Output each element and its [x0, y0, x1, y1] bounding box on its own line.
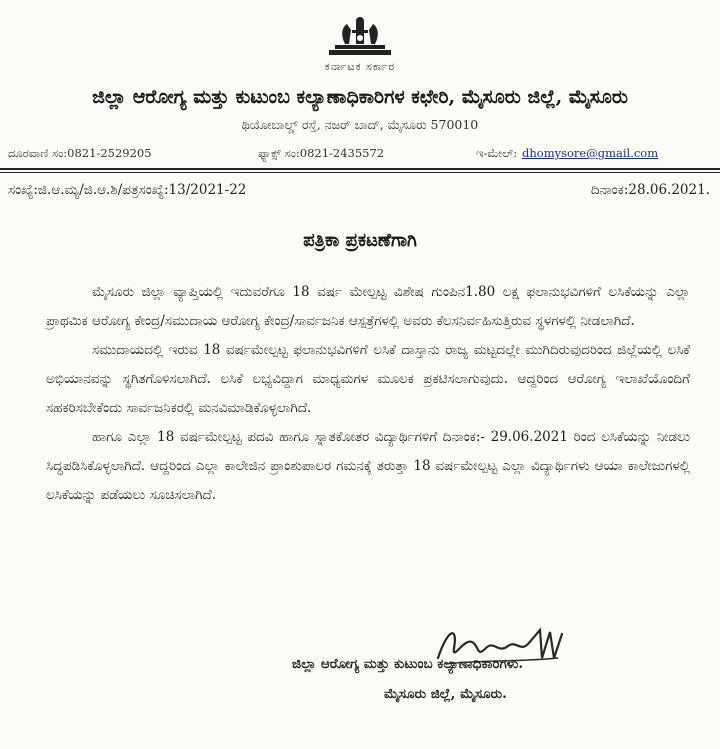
- phone-number: ದೂರವಾಣಿ ಸಂ:0821-2529205: [8, 146, 152, 160]
- office-address: ಥಿಯೋಬಾಲ್ಡ್ ರಸ್ತೆ, ನಜರ್ ಬಾದ್, ಮೈಸೂರು 570010: [241, 117, 479, 132]
- header-divider-thin: [0, 172, 720, 173]
- paragraph-3: ಹಾಗೂ ಎಲ್ಲಾ 18 ವರ್ಷಮೇಲ್ಪಟ್ಟ ಪದವಿ ಹಾಗೂ ಸ್ನಾತಕೋತರ ವಿದ್ಯಾರ್ಥಿಗಳಿಗೆ ದಿನಾಂಕ:- 29.06.2021 ರಿಂದ ಲಸಿಕೆಯನ್ನು ನೀಡಲು ಸಿದ್ಧಪಡಿಸಿಕೊಳ್ಳಲಾಗಿದೆ. ಆದ್ದರಿಂದ ಎಲ್ಲಾ ಕಾಲೇಜಿನ ಪ್ರಾಂಶುಪಾಲರ ಗಮನಕ್ಕೆ ತರುತ್ತಾ 18 ವರ್ಷಮೇಲ್ಪಟ್ಟ ಎಲ್ಲಾ ವಿದ್ಯಾರ್ಥಿಗಳು ಆಯಾ ಕಾಲೇಜುಗಳಲ್ಲಿ ಲಸಿಕೆಯನ್ನು ಪಡೆಯಲು ಸೂಚಿಸಲಾಗಿದೆ.: [46, 429, 690, 503]
- email-label: ಇ-ಮೇಲ್:: [476, 146, 518, 160]
- reference-number: ಸಂಖ್ಯೆ:ಜಿ.ಆ.ಮ್ಯ/ಜಿ.ಆ.ಶಿ/ಪತ್ರಸಂಖ್ಯೆ:13/2021-22: [8, 182, 247, 198]
- fax-number: ಫ್ಯಾಕ್ಸ್ ಸಂ:0821-2435572: [258, 146, 385, 160]
- signatory-title: ಜಿಲ್ಲಾ ಆರೋಗ್ಯ ಮತ್ತು ಕುಟುಂಬ ಕಲ್ಯಾಣಾಧಿಕಾರಿಗಳು.: [292, 656, 524, 672]
- reference-date: ದಿನಾಂಕ:28.06.2021.: [590, 182, 710, 198]
- paragraph-1: ಮೈಸೂರು ಜಿಲ್ಲಾ ವ್ಯಾಪ್ತಿಯಲ್ಲಿ ಇದುವರೆಗೂ 18 ವರ್ಷ ಮೇಲ್ಪಟ್ಟ ವಿಶೇಷ ಗುಂಪಿನ1.80 ಲಕ್ಷ ಫಲಾನುಭವಿಗಳಿಗೆ ಲಸಿಕೆಯನ್ನು ಎಲ್ಲಾ ಪ್ರಾಥಮಿಕ ಆರೋಗ್ಯ ಕೇಂದ್ರ/ಸಮುದಾಯ ಆರೋಗ್ಯ ಕೇಂದ್ರ/ಸಾರ್ವಜನಿಕ ಆಸ್ಪತ್ರೆಗಳಲ್ಲಿ ಅವರು ಕೆಲಸನಿರ್ವಹಿಸುತ್ತಿರುವ ಸ್ಥಳಗಳಲ್ಲಿ ನೀಡಲಾಗಿದೆ.: [46, 284, 690, 329]
- paragraph-2: ಸಮುದಾಯದಲ್ಲಿ ಇರುವ 18 ವರ್ಷಮೇಲ್ಪಟ್ಟ ಫಲಾನುಭವಿಗಳಿಗೆ ಲಸಿಕೆ ದಾಸ್ತಾನು ರಾಜ್ಯ ಮಟ್ಟದಲ್ಲೇ ಮುಗಿದಿರುವುದರಿಂದ ಜಿಲ್ಲೆಯಲ್ಲಿ ಲಸಿಕೆ ಅಭಿಯಾನವನ್ನು ಸ್ಥಗಿತಗೊಳಿಸಲಾಗಿದೆ. ಲಸಿಕೆ ಲಭ್ಯವಿದ್ದಾಗ ಮಾಧ್ಯಮಗಳ ಮೂಲಕ ಪ್ರಕಟಿಸಲಾಗುವುದು. ಆದ್ದರಿಂದ ಆರೋಗ್ಯ ಇಲಾಖೆಯೊಂದಿಗೆ ಸಹಕರಿಸಬೇಕೆಂದು ಸಾರ್ವಜನಿಕರಲ್ಲಿ ಮನವಿಮಾಡಿಕೊಳ್ಳಲಾಗಿದೆ.: [46, 342, 690, 416]
- email-link[interactable]: dhomysore@gmail.com: [522, 146, 659, 160]
- signatory-place: ಮೈಸೂರು ಜಿಲ್ಲೆ, ಮೈಸೂರು.: [384, 686, 507, 702]
- header-divider-thick: [0, 168, 720, 170]
- body-text: [46, 278, 690, 510]
- press-release-heading: ಪತ್ರಿಕಾ ಪ್ರಕಟಣೆಗಾಗಿ: [303, 230, 417, 251]
- office-title: ಜಿಲ್ಲಾ ಆರೋಗ್ಯ ಮತ್ತು ಕುಟುಂಬ ಕಲ್ಯಾಣಾಧಿಕಾರಿಗಳ ಕಛೇರಿ, ಮೈಸೂರು ಜಿಲ್ಲೆ, ಮೈಸೂರು: [92, 86, 628, 108]
- government-title: ಕರ್ನಾಟಕ ಸರ್ಕಾರ: [324, 60, 396, 73]
- state-emblem-icon: [315, 16, 405, 58]
